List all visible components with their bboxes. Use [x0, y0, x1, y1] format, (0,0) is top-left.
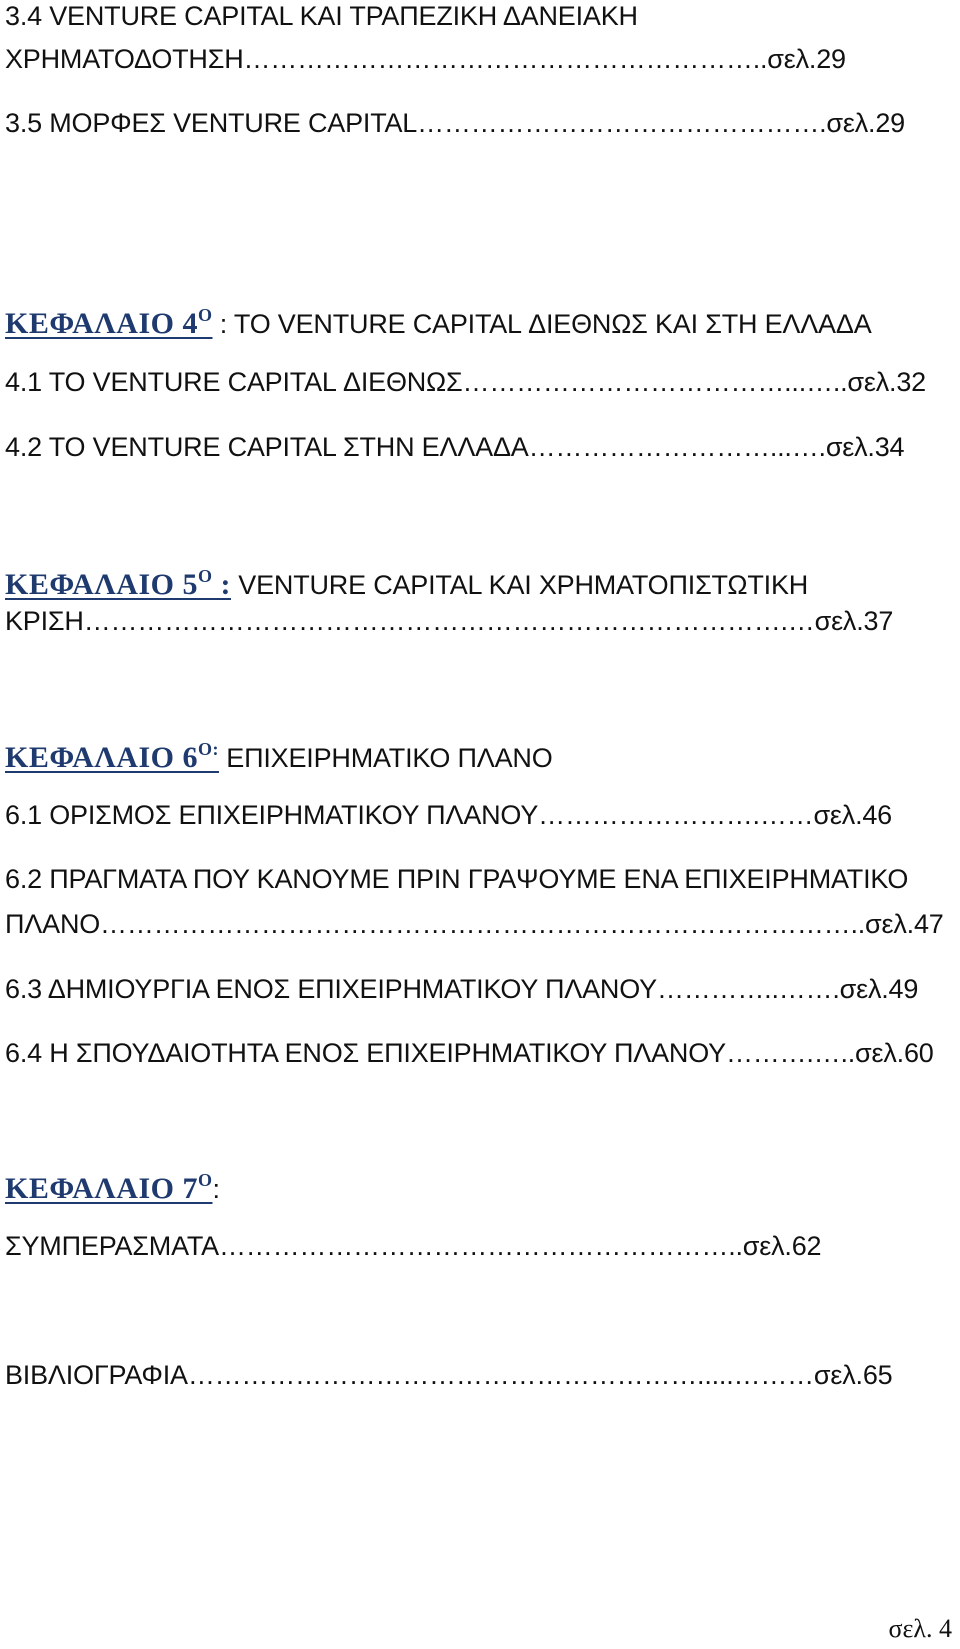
toc-entry-bibliography: ΒΙΒΛΙΟΓΡΑΦΙΑ………………………………………………….....………σελ.65 — [5, 1360, 893, 1390]
toc-entry-4-2: 4.2 ΤΟ VENTURE CAPITAL ΣΤΗΝ ΕΛΛΑΔΑ………………………...….σελ.34 — [5, 432, 905, 462]
chapter-5-sup: Ο — [197, 566, 213, 586]
chapter-7-label: ΚΕΦΑΛΑΙΟ $7^O$ — [5, 1170, 213, 1205]
toc-entry-3-4-line2: ΧΡΗΜΑΤΟΔΟΤΗΣΗ…………………………………………………..σελ.29 — [5, 44, 846, 74]
chapter-7-sup: Ο — [197, 1170, 213, 1190]
page-number: σελ. 4 — [888, 1614, 952, 1643]
chapter-4-label: ΚΕΦΑΛΑΙΟ $4^O$ — [5, 305, 213, 340]
chapter-5-heading — [5, 560, 808, 601]
toc-entry-6-2-line1: 6.2 ΠΡΑΓΜΑΤΑ ΠΟΥ ΚΑΝΟΥΜΕ ΠΡΙΝ ΓΡΑΨΟΥΜΕ ΕΝΑ ΕΠΙΧΕΙΡΗΜΑΤΙΚΟ — [5, 864, 909, 894]
chapter-6-title: ΕΠΙΧΕΙΡΗΜΑΤΙΚΟ ΠΛΑΝΟ — [218, 743, 553, 773]
chapter-4-title: : ΤΟ VENTURE CAPITAL ΔΙΕΘΝΩΣ ΚΑΙ ΣΤΗ ΕΛΛΑΔΑ — [212, 309, 872, 339]
chapter-6-heading — [5, 733, 553, 774]
chapter-7-line2: ΣΥΜΠΕΡΑΣΜΑΤΑ…………………………………………………..σελ.62 — [5, 1231, 822, 1261]
chapter-4-heading — [5, 299, 872, 340]
chapter-7-heading — [5, 1164, 220, 1205]
chapter-5-title: VENTURE CAPITAL ΚΑΙ ΧΡΗΜΑΤΟΠΙΣΤΩΤΙΚΗ — [230, 570, 809, 600]
toc-entry-6-2-line2: ΠΛΑΝΟ…………………………………………………………………………..σελ.47 — [5, 909, 944, 939]
chapter-6-label: ΚΕΦΑΛΑΙΟ $6^{O:}$ — [5, 739, 219, 774]
chapter-5-line2: ΚΡΙΣΗ…………………………………………………………………….…σελ.37 — [5, 606, 894, 636]
chapter-7-colon: : — [212, 1174, 220, 1204]
toc-entry-4-1: 4.1 ΤΟ VENTURE CAPITAL ΔΙΕΘΝΩΣ………………………………...…..σελ.32 — [5, 367, 926, 397]
toc-entry-6-1: 6.1 ΟΡΙΣΜΟΣ ΕΠΙΧΕΙΡΗΜΑΤΙΚΟΥ ΠΛΑΝΟΥ…………………….……σελ.46 — [5, 800, 892, 830]
toc-entry-6-4: 6.4 Η ΣΠΟΥΔΑΙΟΤΗΤΑ ΕΝΟΣ ΕΠΙΧΕΙΡΗΜΑΤΙΚΟΥ ΠΛΑΝΟΥ……….…..σελ.60 — [5, 1038, 934, 1068]
toc-entry-3-4-line1: 3.4 VENTURE CAPITAL ΚΑΙ ΤΡΑΠΕΖΙΚΗ ΔΑΝΕΙΑΚΗ — [5, 1, 638, 31]
chapter-4-sup: Ο — [197, 305, 213, 325]
chapter-5-label: ΚΕΦΑΛΑΙΟ $5^O$ : — [5, 566, 231, 601]
toc-entry-6-3: 6.3 ΔΗΜΙΟΥΡΓΙΑ ΕΝΟΣ ΕΠΙΧΕΙΡΗΜΑΤΙΚΟΥ ΠΛΑΝΟΥ…………..…….σελ.49 — [5, 974, 919, 1004]
toc-entry-3-5: 3.5 ΜΟΡΦΕΣ VENTURE CAPITAL……………………………………….σελ.29 — [5, 108, 905, 138]
chapter-6-sup: Ο: — [197, 739, 219, 759]
